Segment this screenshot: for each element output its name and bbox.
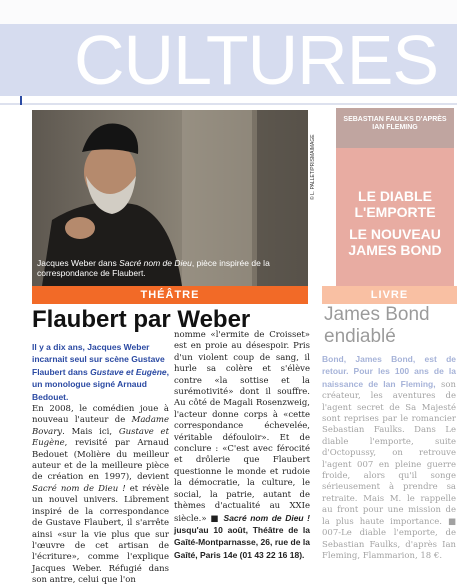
body-text: , revisité par Arnaud Bedouet (Molière du meilleur auteur et de la meilleure pièce de création en 1997), devient	[32, 438, 169, 483]
article-title: Flaubert par Weber	[32, 306, 251, 333]
book-subtitle: LE NOUVEAU JAMES BOND	[348, 226, 442, 258]
side-lead: Bond, James Bond, est de retour. Pour les 100 ans de la naissance de Ian Fleming,	[322, 354, 456, 389]
side-article	[318, 108, 457, 561]
side-title: James Bond endiablé	[324, 304, 430, 347]
header-divider	[0, 103, 457, 105]
caption-text: Jacques Weber dans	[37, 258, 120, 268]
info-venue: jusqu'au 10 août, Théâtre de la Gaîté-Montparnasse, 26, rue de la Gaîté, Paris 14e (01 43 22 16 18).	[174, 524, 310, 560]
article-column-1	[32, 342, 169, 587]
body-italic: Gustave et Eugène	[32, 426, 169, 449]
body-text: et révèle un nouvel univers. Librement inspiré de la correspondance de Gustave Flaubert, il s'arrête ainsi «sur la vie plus que sur l'œuvre de cet artisan de l'écriture», comme l'explique Jacques Weber. Réfugié dans son antre, celui que l'on	[32, 483, 169, 586]
category-tag: THÉÂTRE	[140, 289, 200, 301]
photo-credit: © L. PALLET/PRISMAIMAGE	[310, 134, 316, 200]
caption-play-title: Sacré nom de Dieu	[119, 258, 192, 268]
body-italic: Sacré nom de Dieu !	[32, 483, 126, 494]
body-text: En 2008, le comédien joue à nouveau l'auteur de	[32, 404, 169, 426]
book-author: SEBASTIAN FAULKS D'APRÈS IAN FLEMING	[343, 116, 447, 131]
caption-text-end: , pièce inspirée de la correspondance de Flaubert.	[37, 258, 270, 278]
body-text: nomme «l'ermite de Croisset» est en proie au désespoir. Pris d'un violent coup de sang, il hurle sa colère et s'élève contre «la sottise et la surémotivité» dont il souffre. Au côté de Magali Rosenzweig, l'acteur donne corps à «cette correspondance échevelée, véritable défouloir». Et de conclure : «C'est avec férocité et drôlerie que Flaubert questionne le monde et rudoie la démocratie, la culture, le social, la patrie, autant de thèmes d'actualité au XXIe siècle.» ■	[174, 330, 310, 524]
side-body	[322, 354, 456, 562]
header-accent-mark	[20, 96, 22, 105]
lead-text: , un monologue signé Arnaud Bedouet.	[32, 366, 169, 402]
side-tag: LIVRE	[370, 289, 409, 301]
side-body-text: son créateur, les aventures de l'agent secret de Sa Majesté sont reprises par le romancier Sebastian Faulks. Dans Le diable l'emporte, suite d'Octopussy, on retrouve l'agent 007 en pleine guerre froide, alors qu'il songe sérieusement à prendre sa retraite. Mais M. le rappelle au front pour une mission de la plus haute importance. ■ 007-Le diable l'emporte, de Sebastian Faulks, d'après Ian Fleming, Flammarion, 18 €.	[322, 379, 456, 561]
lead-text: Il y a dix ans,	[32, 342, 88, 352]
lead-name: Jacques Weber	[87, 342, 150, 352]
photo-caption	[37, 258, 277, 278]
lead-text: incarnait seul sur scène Gustave Flaubert dans	[32, 354, 165, 377]
info-play-title: Sacré nom de Dieu !	[223, 512, 310, 523]
body-italic: Madame Bovary	[32, 415, 169, 437]
lead-play-title: Gustave et Eugène	[90, 366, 167, 377]
section-title: CULTURES	[74, 21, 439, 99]
body-text: . Mais ici,	[62, 426, 119, 437]
article-column-2	[174, 330, 310, 562]
book-title: LE DIABLE L'EMPORTE	[354, 188, 436, 220]
